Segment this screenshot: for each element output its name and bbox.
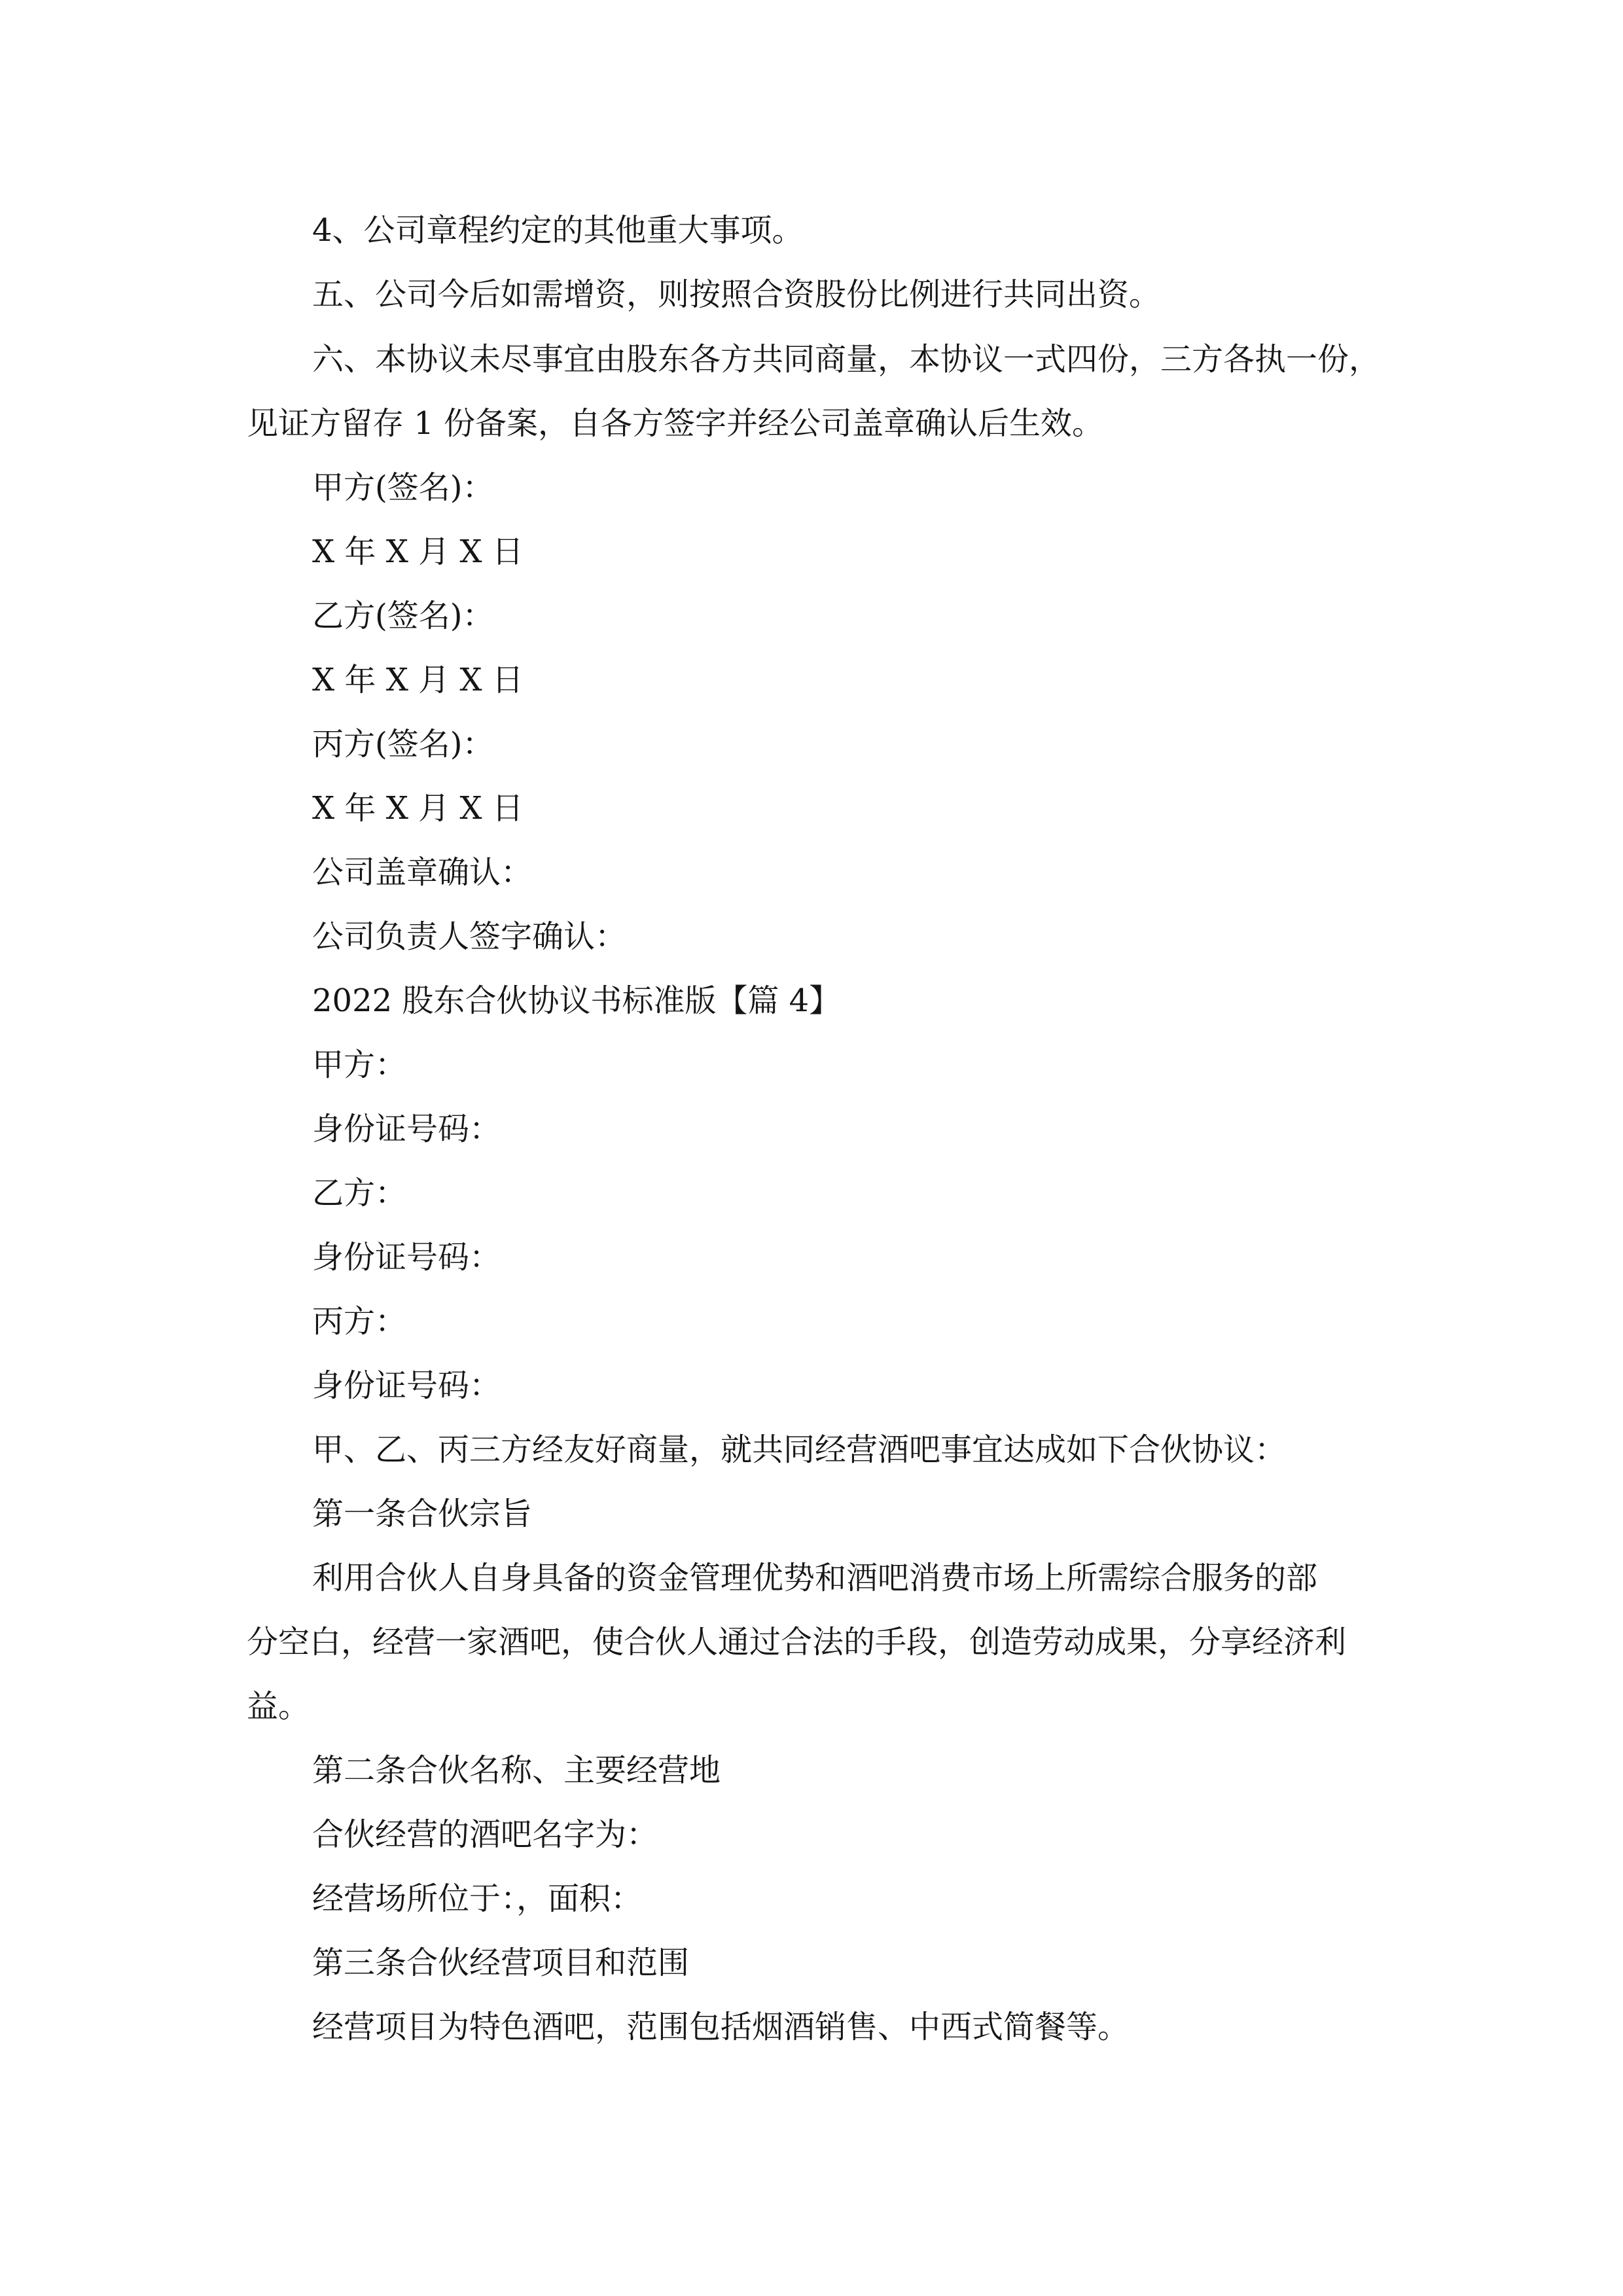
party-a-label: 甲方： [312, 1047, 407, 1083]
article-3-heading: 第三条合伙经营项目和范围 [312, 1945, 690, 1981]
party-c-label: 丙方： [312, 1303, 407, 1340]
paragraph-item-4: 4、公司章程约定的其他重大事项。 [312, 212, 804, 249]
section-heading: 2022 股东合伙协议书标准版【篇 4】 [312, 982, 841, 1019]
business-location-area-label: 经营场所位于：，面积： [312, 1880, 643, 1917]
signature-label-party-b: 乙方(签名)： [312, 598, 494, 634]
party-b-id-label: 身份证号码： [312, 1239, 501, 1276]
date-line-party-a: X 年 X 月 X 日 [312, 533, 524, 570]
article-1-paragraph-line-3: 益。 [247, 1688, 310, 1725]
company-leader-signature-confirmation: 公司负责人签字确认： [312, 918, 627, 955]
bar-name-label: 合伙经营的酒吧名字为： [312, 1816, 658, 1853]
paragraph-item-5: 五、公司今后如需增资，则按照合资股份比例进行共同出资。 [312, 276, 1161, 313]
company-seal-confirmation: 公司盖章确认： [312, 854, 533, 891]
article-1-paragraph-line-1: 利用合伙人自身具备的资金管理优势和酒吧消费市场上所需综合服务的部 [312, 1560, 1318, 1596]
party-b-label: 乙方： [312, 1175, 407, 1211]
article-1-paragraph-line-2: 分空白，经营一家酒吧，使合伙人通过合法的手段，创造劳动成果，分享经济利 [247, 1624, 1347, 1660]
business-scope-paragraph: 经营项目为特色酒吧，范围包括烟酒销售、中西式简餐等。 [312, 2009, 1130, 2045]
date-line-party-b: X 年 X 月 X 日 [312, 662, 524, 698]
date-line-party-c: X 年 X 月 X 日 [312, 790, 524, 827]
agreement-intro: 甲、乙、丙三方经友好商量，就共同经营酒吧事宜达成如下合伙协议： [312, 1431, 1287, 1468]
signature-label-party-a: 甲方(签名)： [312, 469, 494, 506]
article-2-heading: 第二条合伙名称、主要经营地 [312, 1752, 721, 1789]
party-a-id-label: 身份证号码： [312, 1111, 501, 1147]
paragraph-item-6-line-2: 见证方留存 1 份备案，自各方签字并经公司盖章确认后生效。 [247, 405, 1104, 442]
party-c-id-label: 身份证号码： [312, 1367, 501, 1404]
paragraph-item-6-line-1: 六、本协议未尽事宜由股东各方共同商量，本协议一式四份，三方各执一份， [312, 341, 1381, 378]
article-1-heading: 第一条合伙宗旨 [312, 1496, 533, 1532]
signature-label-party-c: 丙方(签名)： [312, 726, 494, 762]
